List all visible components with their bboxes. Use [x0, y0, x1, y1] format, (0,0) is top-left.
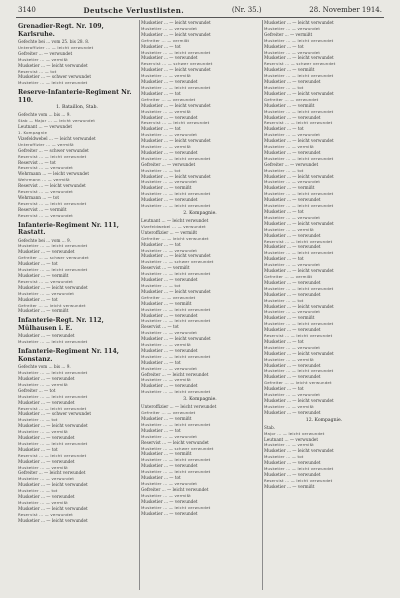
issue-date: 28. November 1914. [309, 6, 382, 14]
casualty-entry: Musketier ... — leicht verwundet [264, 398, 334, 403]
casualty-entry: Gefreiter ... — leicht verwundet [141, 235, 209, 241]
casualty-entry: Musketier ... — leicht verwundet [18, 80, 88, 86]
casualty-entry: Musketier ... — leicht verwundet [141, 469, 211, 475]
casualty-entry: Musketier ... — verwundet [18, 435, 75, 441]
casualty-entry: Musketier ... — schwer verwundet [18, 411, 92, 417]
casualty-entry: Musketier ... — vermißt [18, 464, 68, 470]
casualty-entry: Reservist ... — leicht verwundet [18, 200, 87, 206]
section-heading: 3. Kompagnie. [183, 397, 217, 403]
page-number: 3140 [18, 6, 36, 14]
casualty-entry: Reservist ... — vermißt [18, 206, 67, 212]
casualty-entry: Musketier ... — leicht verwundet [141, 138, 211, 144]
casualty-entry: Reservist ... — tot [141, 324, 179, 330]
casualty-entry: Reservist ... — leicht verwundet [264, 238, 333, 244]
casualty-entry: Musketier ... — tot [141, 359, 181, 365]
casualty-entry: Gefechte bei ... vom ... 9. [18, 237, 72, 243]
casualty-entry: Gefreiter ... — verwundet [141, 161, 196, 167]
casualty-entry: Musketier ... — verwundet [264, 279, 321, 285]
casualty-entry: Musketier ... — vermißt [141, 451, 192, 457]
casualty-entry: Musketier ... — vermißt [141, 185, 192, 191]
casualty-entry: Musketier ... — leicht verwundet [141, 173, 211, 179]
casualty-entry: Musketier ... — tot [18, 488, 58, 494]
casualty-entry: Musketier ... — leicht verwundet [141, 49, 211, 55]
casualty-entry: Leutnant ... — verwundet [264, 436, 319, 442]
casualty-entry: Musketier ... — vermißt [264, 356, 314, 362]
casualty-entry: Vizefeldwebel ... — leicht verwundet [18, 135, 96, 141]
casualty-entry: Musketier ... — leicht verwundet [264, 203, 334, 209]
casualty-entry: Musketier ... — vermißt [18, 429, 68, 435]
casualty-entry: Gefreiter ... — tot [18, 387, 56, 393]
casualty-entry: Gefreiter ... — verwundet [141, 294, 196, 300]
regiment-heading: Reserve-Infanterie-Regiment Nr. 110. [18, 89, 132, 104]
casualty-entry: Musketier ... — vermißt [264, 403, 314, 409]
casualty-entry: Musketier ... — verwundet [264, 79, 321, 85]
casualty-entry: Gefechte vom ... bis ... 9. [18, 364, 71, 370]
casualty-entry: Musketier ... — leicht verwundet [141, 102, 211, 108]
casualty-entry: Musketier ... — vermißt [264, 226, 314, 232]
regiment-block [264, 20, 384, 416]
casualty-entry: Musketier ... — tot [264, 209, 304, 214]
casualty-entry: Musketier ... — verwundet [141, 132, 198, 138]
regiment-heading: Infanterie-Regiment Nr. 114, Konstanz. [18, 348, 119, 363]
casualty-entry: Musketier ... — tot [264, 126, 304, 132]
casualty-entry: Musketier ... — tot [141, 427, 181, 433]
casualty-entry: Musketier ... — tot [18, 261, 58, 267]
casualty-entry: Musketier ... — leicht verwundet [264, 268, 334, 274]
regiment-block [141, 211, 259, 395]
casualty-entry: Musketier ... — vermißt [141, 300, 192, 306]
casualty-entry: 1. Kompagnie [18, 129, 48, 135]
section-heading: 12. Kompagnie. [305, 417, 343, 423]
regiment-heading: Grenadier-Regt. Nr. 109, Karlsruhe. [18, 23, 104, 38]
casualty-entry: Musketier ... — vermißt [141, 73, 191, 79]
casualty-entry: Musketier ... — vermißt [141, 492, 191, 498]
casualty-entry: Major ... — leicht verwundet [264, 430, 325, 436]
casualty-entry: Musketier ... — leicht verwundet [264, 191, 334, 197]
casualty-entry: Musketier ... — verwundet [141, 510, 198, 516]
casualty-entry: Wehrmann ... — vermißt [18, 177, 70, 183]
casualty-entry: Musketier ... — tot [18, 446, 58, 452]
issue-number: (Nr. 35.) [231, 6, 262, 14]
casualty-entry: Stab. [264, 424, 276, 430]
casualty-entry: Musketier ... — leicht verwundet [264, 250, 334, 256]
casualty-entry: Musketier ... — leicht verwundet [264, 138, 334, 144]
casualty-entry: Musketier ... — schwer verwundet [141, 259, 214, 265]
casualty-entry: Musketier ... — leicht verwundet [18, 505, 88, 511]
casualty-entry: Musketier ... — leicht verwundet [264, 108, 334, 114]
casualty-entry: Musketier ... — vermißt [18, 273, 69, 278]
casualty-entry: Gefreiter ... — leicht verwundet [141, 486, 209, 492]
casualty-entry: Musketier ... — leicht verwundet [18, 284, 88, 290]
casualty-entry: Musketier ... — verwundet [141, 79, 198, 85]
casualty-entry: Musketier ... — vermißt [264, 144, 314, 150]
regiment-block [141, 397, 259, 516]
casualty-entry: Musketier ... — leicht verwundet [18, 62, 88, 68]
casualty-entry: Gefreiter ... — vermißt [264, 31, 313, 37]
casualty-entry: Musketier ... — leicht verwundet [18, 370, 88, 376]
casualty-entry: Musketier ... — tot [141, 126, 181, 132]
casualty-entry: Musketier ... — verwundet [141, 149, 198, 155]
casualty-entry: Gefechte bei ... vom 25. bis 28. 8. [18, 39, 90, 44]
regiment-block [141, 20, 259, 209]
casualty-entry: Musketier ... — leicht verwundet [141, 504, 211, 510]
casualty-entry: Musketier ... — schwer verwundet [141, 445, 214, 451]
casualty-entry: Musketier ... — verwundet [141, 480, 198, 486]
column-separator [139, 20, 140, 590]
casualty-entry: Musketier ... — leicht verwundet [141, 203, 211, 209]
casualty-entry: Musketier ... — tot [264, 386, 304, 392]
casualty-entry: Musketier ... — leicht verwundet [264, 55, 334, 61]
casualty-entry: Musketier ... — vermißt [264, 185, 315, 191]
casualty-entry: Musketier ... — tot [264, 256, 304, 262]
regiment-block [18, 317, 136, 345]
casualty-entry: Musketier ... — verwundet [264, 232, 321, 238]
casualty-entry: Musketier ... — vermißt [141, 416, 192, 421]
casualty-entry: Musketier ... — leicht verwundet [264, 368, 334, 374]
casualty-entry: Musketier ... — leicht verwundet [141, 155, 211, 161]
casualty-entry: Reservist ... — verwundet [18, 189, 73, 195]
regiment-block [18, 89, 136, 218]
page-header [18, 4, 382, 16]
casualty-entry: Musketier ... — leicht verwundet [18, 423, 88, 429]
casualty-entry: Gefechte vom ... bis ... 9. [18, 112, 71, 118]
casualty-entry: Musketier ... — leicht verwundet [141, 253, 211, 259]
casualty-entry: Gefreiter ... — schwer verwundet [18, 255, 89, 261]
casualty-entry: Musketier ... — verwundet [264, 25, 321, 31]
casualty-entry: Musketier ... — leicht verwundet [141, 84, 211, 90]
casualty-entry: Musketier ... — verwundet [264, 309, 321, 315]
casualty-entry: Musketier ... — leicht verwundet [18, 440, 88, 446]
casualty-entry: Musketier ... — verwundet [264, 291, 321, 297]
casualty-entry: Reservist ... — verwundet [18, 511, 73, 517]
casualty-entry: Musketier ... — leicht verwundet [141, 318, 211, 324]
casualty-entry: Musketier ... — tot [18, 296, 58, 302]
casualty-entry: Reservist ... — vermißt [141, 265, 190, 271]
casualty-entry: Musketier ... — tot [141, 282, 181, 288]
casualty-entry: Reservist ... — leicht verwundet [18, 183, 86, 189]
casualty-entry: Gefreiter ... — verwundet [141, 410, 196, 416]
casualty-entry: Reservist ... — tot [18, 68, 57, 74]
casualty-entry: Musketier ... — verwundet [18, 375, 75, 381]
casualty-entry: Gefreiter ... — leicht verwundet [18, 302, 86, 308]
casualty-entry: Musketier ... — leicht verwundet [141, 191, 211, 197]
casualty-entry: Gefreiter ... — schwer verwundet [18, 147, 89, 153]
casualty-entry: Musketier ... — leicht verwundet [264, 37, 334, 43]
casualty-entry: Unteroffizier ... — leicht verwundet [18, 44, 94, 50]
casualty-entry: Musketier ... — verwundet [264, 409, 321, 415]
casualty-entry: Musketier ... — vermißt [141, 144, 191, 150]
column-separator [262, 20, 263, 590]
casualty-entry: Musketier ... — leicht verwundet [264, 350, 334, 356]
casualty-entry: Musketier ... — verwundet [141, 498, 198, 504]
column-middle [141, 20, 259, 590]
casualty-entry: Musketier ... — vermißt [264, 67, 315, 73]
casualty-entry: Musketier ... — verwundet [141, 330, 198, 336]
casualty-entry: Gefreiter ... — verwundet [264, 161, 319, 167]
casualty-entry: Musketier ... — vermißt [264, 483, 315, 489]
casualty-entry: Musketier ... — verwundet [141, 463, 198, 469]
casualty-entry: Reservist ... — schwer verwundet [141, 61, 213, 67]
casualty-entry: Musketier ... — vermißt [18, 56, 68, 62]
casualty-entry: Gefreiter ... — verwundet [141, 96, 196, 102]
regiment-block [18, 23, 136, 86]
casualty-entry: Musketier ... — verwundet [18, 399, 75, 405]
casualty-entry: Musketier ... — verwundet [264, 460, 321, 466]
casualty-entry: Musketier ... — verwundet [264, 197, 321, 203]
casualty-entry: Musketier ... — tot [141, 475, 181, 481]
casualty-entry: Musketier ... — vermißt [141, 108, 191, 114]
publication-title: Deutsche Verlustlisten. [83, 5, 185, 15]
casualty-entry: Musketier ... — leicht verwundet [141, 306, 211, 312]
regiment-block [18, 222, 136, 315]
casualty-entry: Stab — Major ... — leicht verwundet [18, 118, 96, 124]
casualty-entry: Musketier ... — verwundet [141, 383, 198, 389]
casualty-entry: Musketier ... — verwundet [264, 214, 321, 220]
casualty-entry: Musketier ... — verwundet [264, 344, 321, 350]
casualty-entry: Reservist ... — leicht verwundet [18, 452, 87, 458]
casualty-entry: Musketier ... — leicht verwundet [18, 393, 88, 399]
casualty-entry: Musketier ... — leicht verwundet [141, 353, 211, 359]
casualty-entry: Musketier ... — leicht verwundet [141, 271, 211, 277]
casualty-entry: Musketier ... — verwundet [18, 494, 75, 500]
casualty-entry: Musketier ... — leicht verwundet [18, 517, 88, 523]
header-rule [16, 17, 384, 18]
column-left [18, 20, 136, 590]
casualty-entry: Musketier ... — verwundet [141, 197, 198, 203]
casualty-entry: Musketier ... — verwundet [264, 149, 321, 155]
casualty-entry: Musketier ... — leicht verwundet [264, 303, 334, 309]
casualty-entry: Reservist ... — leicht verwundet [141, 120, 210, 126]
casualty-entry: Musketier ... — tot [264, 167, 304, 173]
casualty-entry: Musketier ... — leicht verwundet [141, 288, 211, 294]
casualty-entry: Reservist ... — verwundet [18, 212, 73, 218]
casualty-entry: Musketier ... — leicht verwundet [141, 336, 211, 342]
casualty-entry: Musketier ... — tot [141, 43, 181, 49]
casualty-entry: Musketier ... — verwundet [18, 476, 75, 482]
casualty-entry: Gefreiter ... — leicht verwundet [264, 380, 332, 386]
casualty-entry: Musketier ... — verwundet [264, 244, 321, 250]
casualty-entry: Musketier ... — tot [264, 84, 304, 90]
casualty-entry: Musketier ... — leicht verwundet [264, 448, 334, 454]
casualty-entry: Musketier ... — verwundet [141, 55, 198, 61]
casualty-entry: Musketier ... — leicht verwundet [18, 482, 88, 488]
casualty-entry: Reservist ... — tot [18, 159, 56, 165]
casualty-entry: Musketier ... — verwundet [141, 179, 198, 185]
casualty-entry: Gefreiter ... — leicht verwundet [141, 371, 209, 377]
casualty-entry: Musketier ... — leicht verwundet [264, 73, 334, 79]
section-heading: 2. Kompagnie. [183, 211, 217, 216]
casualty-entry: Musketier ... — verwundet [141, 247, 198, 253]
casualty-entry: Musketier ... — vermißt [141, 377, 191, 383]
casualty-entry: Musketier ... — leicht verwundet [264, 173, 334, 179]
casualty-entry: Musketier ... — leicht verwundet [18, 243, 88, 249]
column-right [264, 20, 384, 590]
casualty-entry: Unteroffizier ... — vermißt [18, 141, 74, 147]
casualty-entry: Reservist ... — leicht verwundet [18, 405, 87, 411]
casualty-entry: Musketier ... — leicht verwundet [264, 220, 334, 226]
casualty-entry: Musketier ... — leicht verwundet [264, 321, 334, 327]
casualty-entry: Reservist ... — verwundet [18, 165, 73, 171]
casualty-entry: Musketier ... — verwundet [264, 362, 321, 368]
casualty-entry: Musketier ... — verwundet [18, 458, 75, 464]
casualty-entry: Musketier ... — leicht verwundet [141, 20, 211, 25]
casualty-entry: Musketier ... — tot [264, 454, 304, 460]
casualty-entry: Musketier ... — leicht verwundet [141, 457, 211, 463]
casualty-entry: Reservist ... — schwer verwundet [264, 61, 336, 67]
casualty-entry: Reservist ... — leicht verwundet [264, 333, 333, 339]
casualty-entry: Leutnant ... — leicht verwundet [141, 218, 209, 223]
casualty-entry: Musketier ... — vermißt [18, 308, 69, 314]
casualty-entry: Musketier ... — leicht verwundet [264, 466, 334, 472]
casualty-entry: Leutnant ... — verwundet [18, 124, 73, 130]
casualty-entry: Gefreiter ... — leicht verwundet [18, 470, 86, 476]
casualty-entry: Musketier ... — leicht verwundet [264, 90, 334, 96]
casualty-entry: Musketier ... — tot [18, 417, 58, 423]
casualty-entry: Musketier ... — leicht verwundet [141, 421, 211, 427]
casualty-entry: Musketier ... — tot [141, 90, 181, 96]
regiment-heading: Infanterie-Regt. Nr. 112, Mülhausen i. E. [18, 317, 104, 332]
casualty-entry: Musketier ... — leicht verwundet [18, 267, 88, 273]
casualty-entry: Musketier ... — tot [141, 167, 181, 173]
casualty-entry: Musketier ... — verwundet [141, 365, 198, 371]
regiment-block [18, 348, 136, 523]
casualty-entry: Reservist ... — leicht verwundet [141, 439, 209, 445]
casualty-entry: Gefreiter ... — verwundet [18, 50, 73, 56]
regiment-heading: Infanterie-Regiment Nr. 111, Rastatt. [18, 221, 119, 237]
casualty-entry: Musketier ... — vermißt [18, 381, 68, 387]
casualty-entry: Musketier ... — verwundet [18, 290, 75, 296]
casualty-entry: Musketier ... — verwundet [141, 114, 198, 120]
casualty-entry: Musketier ... — tot [141, 241, 181, 247]
casualty-entry: Musketier ... — leicht verwundet [141, 389, 211, 395]
casualty-entry: Musketier ... — vermißt [141, 342, 191, 348]
casualty-entry: Musketier ... — schwer verwundet [18, 74, 92, 80]
casualty-entry: Musketier ... — verwundet [141, 347, 198, 353]
casualty-entry: Unteroffizier ... — vermißt [141, 229, 198, 235]
casualty-entry: Musketier ... — tot [264, 338, 304, 344]
casualty-entry: Musketier ... — verwundet [264, 327, 321, 333]
section-heading: 1. Bataillon, Stab. [56, 105, 98, 111]
casualty-entry: Musketier ... — verwundet [264, 262, 321, 268]
casualty-entry: Musketier ... — verwundet [18, 249, 75, 255]
casualty-entry: Musketier ... — vermißt [264, 442, 314, 448]
casualty-entry: Musketier ... — leicht verwundet [264, 285, 334, 291]
casualty-entry: Musketier ... — verwundet [264, 392, 321, 398]
casualty-entry: Musketier ... — verwundet [264, 114, 321, 120]
casualty-entry: Musketier ... — tot [264, 297, 304, 303]
casualty-entry: Musketier ... — leicht verwundet [141, 67, 211, 73]
casualty-entry: Musketier ... — verwundet [264, 374, 321, 380]
casualty-entry: Musketier ... — verwundet [141, 25, 198, 31]
casualty-entry: Vizefeldwebel ... — verwundet [141, 223, 206, 229]
casualty-entry: Musketier ... — verwundet [264, 471, 321, 477]
casualty-entry: Gefreiter ... — vermißt [264, 273, 313, 279]
casualty-entry: Musketier ... — leicht verwundet [264, 20, 334, 25]
casualty-entry: Wehrmann ... — leicht verwundet [18, 171, 90, 177]
casualty-entry: Musketier ... — tot [264, 43, 304, 49]
casualty-entry: Gefreiter ... — vermißt [141, 37, 190, 43]
casualty-entry: Musketier ... — verwundet [18, 333, 75, 339]
casualty-entry: Musketier ... — leicht verwundet [264, 155, 334, 161]
casualty-entry: Reservist ... — leicht verwundet [18, 153, 87, 159]
regiment-block [264, 418, 384, 490]
casualty-entry: Musketier ... — verwundet [141, 277, 198, 283]
casualty-entry: Wehrmann ... — tot [18, 194, 60, 200]
casualty-entry: Gefreiter ... — verwundet [264, 96, 319, 102]
casualty-entry: Musketier ... — leicht verwundet [18, 339, 88, 345]
casualty-entry: Musketier ... — verwundet [264, 179, 321, 185]
casualty-entry: Reservist ... — verwundet [18, 278, 73, 284]
casualty-entry: Reservist ... — leicht verwundet [264, 477, 333, 483]
casualty-entry: Musketier ... — vermißt [264, 315, 315, 321]
casualty-entry: Musketier ... — verwundet [264, 49, 321, 55]
casualty-entry: Musketier ... — vermißt [264, 102, 315, 108]
casualty-entry: Musketier ... — verwundet [264, 132, 321, 138]
casualty-entry: Unteroffizier ... — leicht verwundet [141, 404, 217, 410]
casualty-entry: Reservist ... — leicht verwundet [264, 120, 333, 126]
casualty-entry: Musketier ... — verwundet [141, 312, 198, 318]
casualty-entry: Musketier ... — leicht verwundet [141, 31, 211, 37]
casualty-entry: Musketier ... — vermißt [18, 500, 68, 505]
casualty-entry: Musketier ... — verwundet [141, 433, 198, 439]
